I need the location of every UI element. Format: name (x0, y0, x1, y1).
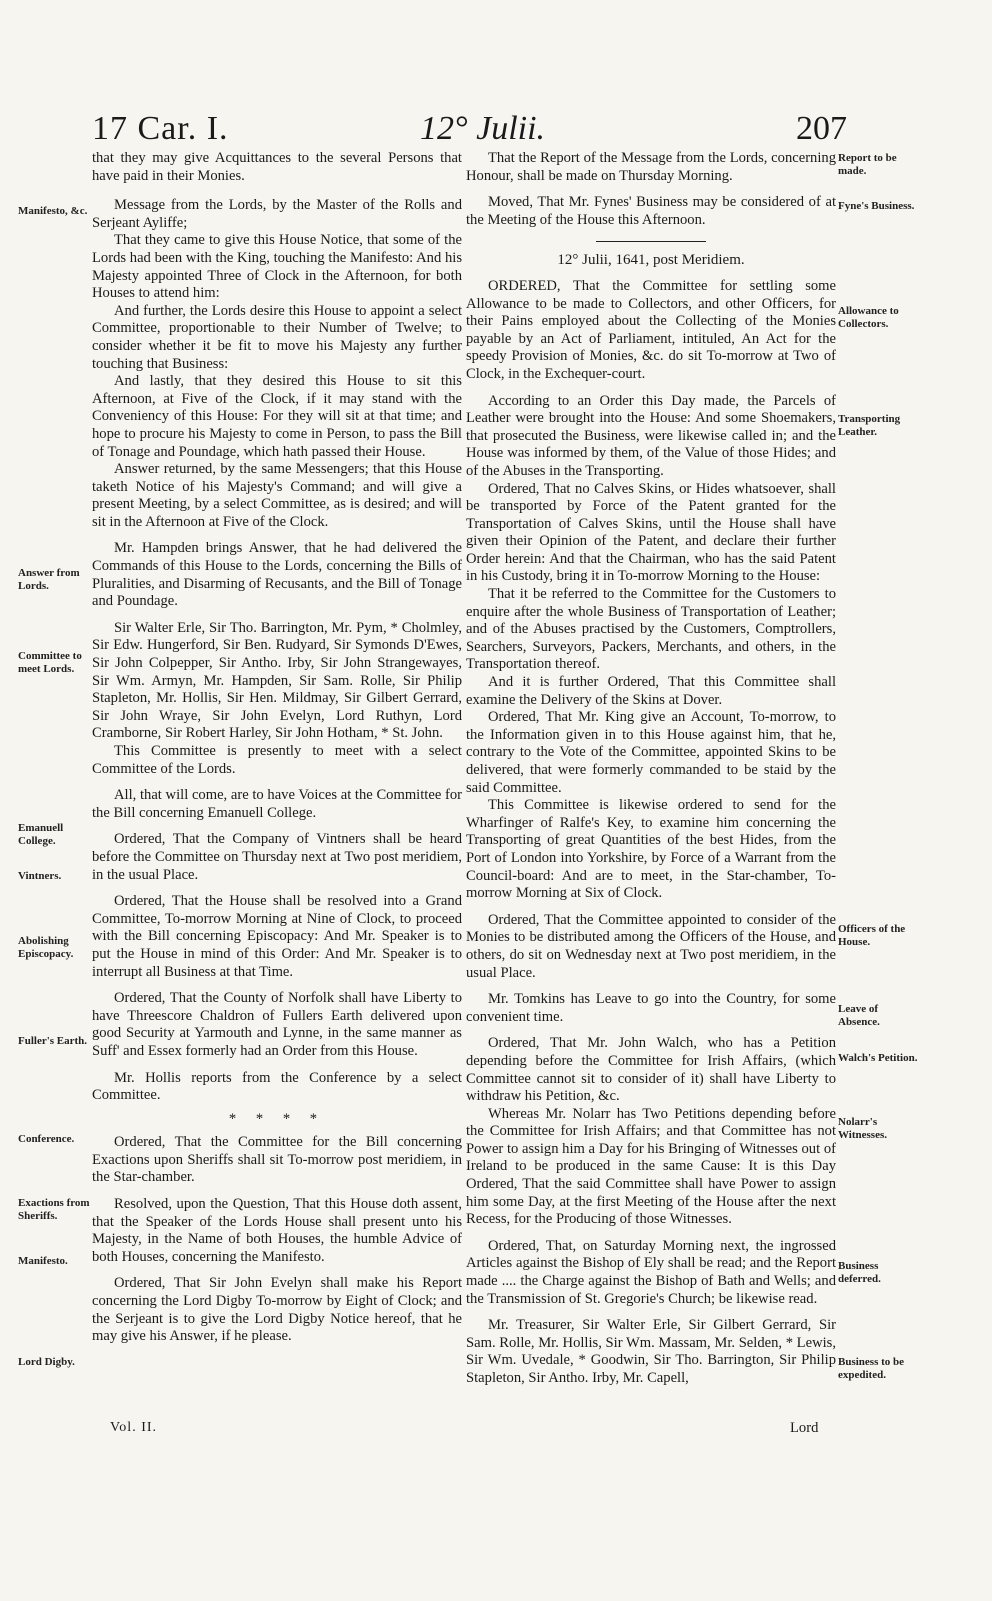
paragraph: Mr. Treasurer, Sir Walter Erle, Sir Gilbert Gerrard, Sir Sam. Rolle, Mr. Hollis, Sir Wm. Massam, Mr. Selden, * Lewis, Sir Wm. Uvedale, * Goodwin, Sir Tho. Barrington, Sir Philip Stapleton, Sir Antho. Irby, Mr. Capell, (466, 1317, 836, 1386)
paragraph: That the Report of the Message from the Lords, concerning Honour, shall be made on Thursday Morning. (466, 150, 836, 184)
margin-note: Officers of the House. (838, 923, 906, 948)
margin-note: Leave of Absence. (838, 1003, 880, 1028)
right-column (466, 150, 836, 1388)
volume-signature: Vol. II. (110, 1420, 158, 1435)
paragraph: Ordered, That the Committee for the Bill concerning Exactions upon Sheriffs shall sit To-morrow post meridiem, in the Star-chamber. (92, 1134, 462, 1186)
margin-note: Committee to meet Lords. (18, 650, 82, 675)
paragraph: Ordered, That the Company of Vintners shall be heard before the Committee on Thursday next at Two post meridiem, in the usual Place. (92, 831, 462, 883)
paragraph: that they may give Acquittances to the several Persons that have paid in their Monies. (92, 150, 462, 184)
paragraph: Ordered, That Sir John Evelyn shall make his Report concerning the Lord Digby To-morrow by Eight of Clock; and the Serjeant is to give the Lord Digby Notice hereof, that he may give his Answer, if he please. (92, 1275, 462, 1345)
paragraph: Mr. Tomkins has Leave to go into the Country, for some convenient time. (466, 991, 836, 1025)
paragraph: Answer returned, by the same Messengers; that this House taketh Notice of his Majesty's Command; and will give a present Meeting, by a select Committee, as is desired; and will sit in the Afternoon at Five of the Clock. (92, 461, 462, 530)
paragraph: Whereas Mr. Nolarr has Two Petitions depending before the Committee for Irish Affairs; and that Committee has not Power to assign him a Day for his Bringing of Witnesses out of Ireland to be produced in the same Cause: It is this Day Ordered, That the said Committee shall have Power to assign him some Day, at the first Meeting of the House after the next Recess, for the Producing of those Witnesses. (466, 1105, 836, 1228)
margin-note: Answer from Lords. (18, 567, 80, 592)
margin-note: Lord Digby. (18, 1356, 75, 1368)
paragraph: And it is further Ordered, That this Committee shall examine the Delivery of the Skins at Dover. (466, 674, 836, 708)
margin-note: Emanuell College. (18, 822, 64, 847)
catchword: Lord (790, 1420, 819, 1436)
margin-note: Vintners. (18, 870, 62, 882)
paragraph: This Committee is likewise ordered to send for the Wharfinger of Ralfe's Key, to examine him concerning the Transporting of great Quantities of the best Hides, from the Port of London into Yorkshire, by Force of a Warrant from the Council-board: And are to meet, in the Star-chamber, To-morrow Morning at Six of Clock. (466, 797, 836, 902)
paragraph: Ordered, That the House shall be resolved into a Grand Committee, To-morrow Morning at Nine of Clock, to proceed with the Bill concerning Episcopacy: And Mr. Speaker is to put the House in mind of this Order: And Mr. Speaker is to interrupt all Business at that Time. (92, 893, 462, 980)
page-number: 207 (796, 110, 847, 147)
margin-note: Nolarr's Witnesses. (838, 1116, 887, 1141)
asterisks: * * * * (228, 1110, 326, 1127)
paragraph: Ordered, That Mr. King give an Account, To-morrow, to the Information given in to this House against him, that he, contrary to the Vote of the Committee, appointed Skins to be delivered, that were formerly commanded to be staid by the said Committee. (466, 709, 836, 796)
margin-note: Business to be expedited. (838, 1356, 905, 1381)
session-dateline: 12° Julii, 1641, post Meridiem. (557, 252, 745, 269)
paragraph: Moved, That Mr. Fynes' Business may be considered of at the Meeting of the House this Afternoon. (466, 194, 836, 228)
paragraph: Ordered, That no Calves Skins, or Hides whatsoever, shall be transported by Force of the Patent granted for the Transportation of Calves Skins, until the House shall have given their Opinion of the Patent, and declare their further Order herein: And that the Chairman, who has the said Patent in his Custody, bring it in To-morrow Morning to the House: (466, 480, 836, 585)
margin-note: Transporting Leather. (838, 413, 901, 438)
margin-note: Exactions from Sheriffs. (18, 1197, 90, 1222)
paragraph: ORDERED, That the Committee for settling some Allowance to be made to Collectors, and other Officers, for their Pains employed about the Collecting of the Monies payable by an Act of Parliament, intituled, An Act for the speedy Provision of Monies, &c. do sit To-morrow at Two of Clock, in the Exchequer-court. (466, 277, 836, 382)
margin-note: Fyne's Business. (838, 200, 915, 212)
paragraph: Ordered, That the County of Norfolk shall have Liberty to have Threescore Chaldron of Fullers Earth delivered upon good Security at Yarmouth and Lynne, in the same manner as Suff' and Essex formerly had an Order from this House. (92, 990, 462, 1059)
margin-note: Report to be made. (838, 152, 897, 177)
paragraph: Ordered, That, on Saturday Morning next, the ingrossed Articles against the Bishop of Ely shall be read; and the Report made .... the Charge against the Bishop of Bath and Wells; and the Transmission of St. Gregorie's Church; be likewise read. (466, 1237, 836, 1307)
paragraph: Ordered, That the Committee appointed to consider of the Monies to be distributed among the Officers of the House, and others, do sit on Wednesday next at Two post meridiem, in the usual Place. (466, 911, 836, 981)
margin-note: Allowance to Collectors. (838, 305, 899, 330)
margin-note: Manifesto. (18, 1255, 68, 1267)
header-date: 12° Julii. (420, 110, 546, 147)
paragraph: And lastly, that they desired this House to sit this Afternoon, at Five of the Clock, if it may stand with the Conveniency of this House: For they will sit at that time; and hope to procure his Majesty to come in Person, to pass the Bill of Tonage and Poundage, which hath passed their House. (92, 373, 462, 460)
margin-note: Conference. (18, 1133, 75, 1145)
paragraph: Resolved, upon the Question, That this House doth assent, that the Speaker of the Lords House shall present unto his Majesty, in the Name of both Houses, the humble Advice of both Houses, concerning the Manifesto. (92, 1196, 462, 1265)
paragraph: All, that will come, are to have Voices at the Committee for the Bill concerning Emanuell College. (92, 787, 462, 821)
paragraph: That they came to give this House Notice, that some of the Lords had been with the King, touching the Manifesto: And his Majesty appointed Three of Clock in the Afternoon, for both Houses to attend him: (92, 232, 462, 302)
paragraph: Message from the Lords, by the Master of the Rolls and Serjeant Ayliffe; (92, 197, 462, 231)
left-column (92, 150, 462, 1346)
margin-note: Business deferred. (838, 1260, 881, 1285)
margin-note: Manifesto, &c. (18, 205, 88, 217)
paragraph: Ordered, That Mr. John Walch, who has a Petition depending before the Committee for Irish Affairs, (which Committee cannot sit to consider of it) shall have Liberty to withdraw his Petition, &c. (466, 1035, 836, 1105)
paragraph: This Committee is presently to meet with a select Committee of the Lords. (92, 743, 462, 777)
paragraph: And further, the Lords desire this House to appoint a select Committee, proportionable to their Number of Twelve; to consider whether it be fit to move his Majesty any further touching that Business: (92, 302, 462, 372)
margin-note: Walch's Petition. (838, 1052, 918, 1064)
paragraph: Mr. Hollis reports from the Conference by a select Committee. (92, 1069, 462, 1104)
header-reign: 17 Car. I. (92, 110, 229, 147)
margin-note: Abolishing Episcopacy. (18, 935, 74, 960)
margin-note: Fuller's Earth. (18, 1035, 88, 1047)
paragraph: That it be referred to the Committee for the Customers to enquire after the whole Business of Transportation of Leather; and of the Abuses practised by the Customers, Comptrollers, Searchers, Surveyors, Packers, Merchants, and others, in the Transportation thereof. (466, 586, 836, 673)
paragraph: Mr. Hampden brings Answer, that he had delivered the Commands of this House to the Lords, concerning the Bills of Pluralities, and Disarming of Recusants, and the Bill of Tonage and Poundage. (92, 540, 462, 610)
paragraph: According to an Order this Day made, the Parcels of Leather were brought into the House: And some Shoemakers, that prosecuted the Business, were likewise called in; and the House was informed by them, of the Value of those Hides; and of the Abuses in the Transporting. (466, 392, 836, 479)
divider (596, 241, 706, 242)
paragraph: Sir Walter Erle, Sir Tho. Barrington, Mr. Pym, * Cholmley, Sir Edw. Hungerford, Sir Ben. Rudyard, Sir Symonds D'Ewes, Sir John Colpepper, Sir Antho. Irby, Sir John Strangewayes, Sir Wm. Armyn, Mr. Hampden, Sir Sam. Rolle, Sir Philip Stapleton, Mr. Hollis, Sir Hen. Mildmay, Sir Gilbert Gerrard, Sir John Wraye, Sir John Evelyn, Lord Ruthyn, Lord Cramborne, Sir Robert Harley, Sir John Hotham, * St. John. (92, 619, 462, 742)
